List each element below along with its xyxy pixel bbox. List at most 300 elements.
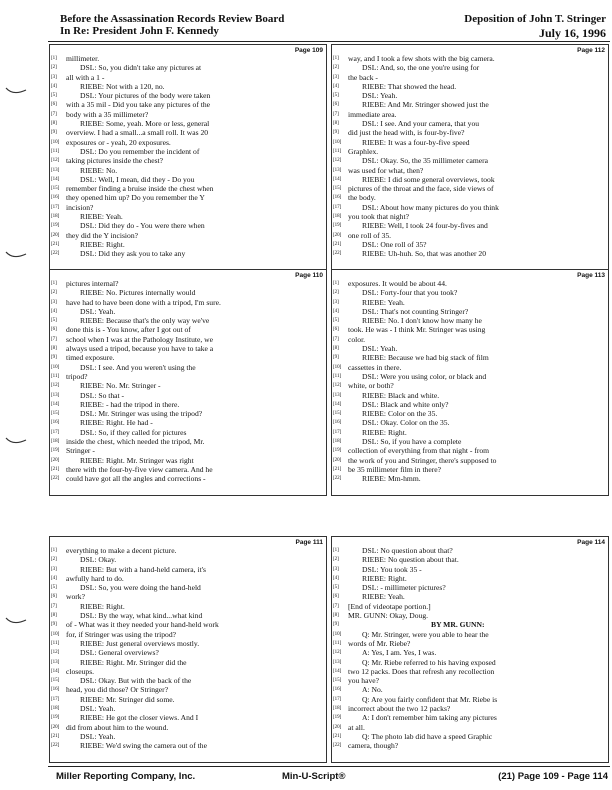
line-number: [20] (333, 724, 342, 730)
line-text: RIEBE: Right. (362, 573, 407, 583)
line-text: DSL: And, so, the one you're using for (362, 63, 480, 73)
transcript-panel-page-110 (49, 269, 327, 496)
transcript-line (332, 212, 608, 221)
transcript-line (50, 437, 326, 446)
line-text: be 35 millimeter film in there? (348, 464, 441, 474)
line-number: [11] (333, 373, 342, 379)
transcript-line (50, 732, 326, 741)
transcript-line (50, 474, 326, 483)
line-text: incorrect about the two 12 packs? (348, 704, 451, 714)
deposition-date: July 16, 1996 (538, 26, 606, 40)
transcript-line (50, 676, 326, 685)
transcript-lines (332, 546, 608, 751)
transcript-line (50, 288, 326, 297)
line-text: RIEBE: Right. Mr. Stringer did the (80, 657, 187, 667)
transcript-line (332, 156, 608, 165)
transcript-line (50, 400, 326, 409)
transcript-lines (332, 279, 608, 484)
transcript-line (332, 279, 608, 288)
line-text: remember finding a bruise inside the chest when (66, 184, 214, 194)
line-number: [9] (333, 355, 339, 361)
line-number: [10] (333, 364, 342, 370)
transcript-line (50, 639, 326, 648)
transcript-line (50, 583, 326, 592)
line-text: words of Mr. Riebe? (348, 638, 411, 648)
transcript-line (332, 128, 608, 137)
transcript-panel-page-111 (49, 536, 327, 763)
line-text: RIEBE: Color on the 35. (362, 409, 438, 419)
transcript-line (332, 620, 608, 629)
line-text: DSL: So, you were doing the hand-held (80, 583, 201, 593)
line-text: pictures internal? (66, 279, 119, 288)
line-text: RIEBE: No. (80, 165, 118, 175)
line-number: [11] (333, 640, 342, 646)
transcript-line (50, 658, 326, 667)
line-text: took. He was - I think Mr. Stringer was using (348, 325, 486, 335)
line-text: RIEBE: Right. He had - (80, 418, 153, 428)
transcript-line (50, 704, 326, 713)
transcript-line (50, 119, 326, 128)
line-text: done this is - You know, after I got out of (66, 325, 191, 335)
line-text: RIEBE: Because we had big stack of film (362, 353, 489, 363)
line-text: overview. I had a small...a small roll. It was 20 (66, 128, 209, 138)
transcript-line (332, 363, 608, 372)
line-number: [13] (333, 659, 342, 665)
line-text: inside the chest, which needed the tripod, Mr. (66, 437, 205, 447)
transcript-line (50, 203, 326, 212)
line-number: [13] (51, 167, 60, 173)
transcript-line (50, 713, 326, 722)
transcript-panel-page-109 (49, 44, 327, 271)
transcript-line (50, 166, 326, 175)
transcript-line (50, 279, 326, 288)
page-range: (21) Page 109 - Page 114 (498, 771, 608, 782)
line-number: [14] (333, 401, 342, 407)
transcript-line (50, 630, 326, 639)
line-text: DSL: About how many pictures do you think (362, 202, 499, 212)
line-text: RIEBE: But with a hand-held camera, it's (80, 564, 207, 574)
line-number: [4] (333, 83, 339, 89)
line-text: RIEBE: He got the closer views. And I (80, 713, 199, 723)
line-number: [1] (51, 281, 57, 286)
header-rule (48, 41, 610, 42)
line-number: [18] (51, 439, 60, 445)
line-text: DSL: So, if you have a complete (362, 437, 462, 447)
line-number: [9] (51, 622, 57, 628)
line-text: DSL: Okay. So, the 35 millimeter camera (362, 156, 489, 166)
transcript-line (332, 474, 608, 483)
line-number: [12] (333, 383, 342, 389)
line-text: DSL: Your pictures of the body were taken (80, 91, 211, 101)
line-number: [3] (51, 299, 57, 305)
line-text: RIEBE: It was a four-by-five speed (362, 137, 470, 147)
line-number: [17] (51, 204, 60, 210)
line-text: everything to make a decent picture. (66, 546, 177, 555)
line-number: [15] (51, 186, 60, 192)
transcript-line (332, 456, 608, 465)
line-number: [19] (51, 448, 60, 454)
line-number: [6] (51, 327, 57, 333)
line-number: [4] (333, 575, 339, 581)
transcript-line (50, 54, 326, 63)
line-text: pictures of the throat and the face, side views of (348, 184, 494, 194)
line-number: [17] (333, 696, 342, 702)
line-number: [1] (51, 548, 57, 553)
line-text: DSL: I see. And you weren't using the (80, 362, 196, 372)
line-text: Q: The photo lab did have a speed Graphic (362, 731, 493, 741)
line-text: work? (66, 592, 85, 602)
transcript-line (332, 193, 608, 202)
line-number: [17] (51, 429, 60, 435)
transcript-line (332, 630, 608, 639)
line-number: [10] (333, 139, 342, 145)
transcript-line (332, 335, 608, 344)
line-number: [13] (333, 392, 342, 398)
line-number: [3] (333, 299, 339, 305)
transcript-line (332, 54, 608, 63)
line-text: A: Yes, I am. Yes, I was. (362, 648, 437, 658)
transcript-line (332, 555, 608, 564)
transcript-line (332, 667, 608, 676)
transcript-line (332, 658, 608, 667)
line-text: all with a 1 - (66, 72, 105, 82)
transcript-line (332, 100, 608, 109)
line-number: [2] (51, 557, 57, 563)
line-number: [13] (51, 392, 60, 398)
line-number: [18] (333, 214, 342, 220)
line-text: DSL: Black and white only? (362, 399, 449, 409)
transcript-line (332, 63, 608, 72)
line-number: [1] (333, 56, 339, 61)
line-number: [10] (51, 364, 60, 370)
line-number: [3] (333, 74, 339, 80)
line-text: exposures or - yeah, 20 exposures. (66, 137, 171, 147)
transcript-line (332, 611, 608, 620)
line-number: [6] (51, 594, 57, 600)
line-number: [4] (51, 83, 57, 89)
line-text: camera, though? (348, 741, 399, 751)
transcript-line (50, 240, 326, 249)
transcript-line (332, 732, 608, 741)
line-number: [12] (333, 650, 342, 656)
transcript-line (50, 409, 326, 418)
line-number: [22] (333, 476, 342, 482)
line-number: [13] (333, 167, 342, 173)
line-text: RIEBE: Just general overviews mostly. (80, 638, 200, 648)
line-number: [18] (333, 439, 342, 445)
transcript-line (50, 335, 326, 344)
line-number: [7] (51, 603, 57, 609)
line-text: DSL: So, you didn't take any pictures at (80, 63, 202, 73)
line-number: [3] (333, 566, 339, 572)
line-number: [10] (51, 631, 60, 637)
line-number: [19] (333, 223, 342, 229)
transcript-line (332, 91, 608, 100)
line-number: [22] (333, 743, 342, 749)
line-text: RIEBE: Yeah. (80, 212, 123, 222)
line-number: [16] (51, 420, 60, 426)
transcript-line (332, 325, 608, 334)
line-number: [17] (51, 696, 60, 702)
transcript-line (50, 212, 326, 221)
transcript-line (332, 583, 608, 592)
line-text: there with the four-by-five view camera. And he (66, 464, 213, 474)
line-number: [7] (333, 336, 339, 342)
transcript-line (50, 147, 326, 156)
line-text: of - What was it they needed your hand-held work (66, 620, 219, 630)
transcript-line (50, 100, 326, 109)
transcript-line (332, 344, 608, 353)
line-text: DSL: Yeah. (362, 91, 398, 101)
line-number: [1] (51, 56, 57, 61)
line-text: DSL: So that - (80, 390, 125, 400)
transcript-line (50, 555, 326, 564)
line-text: DSL: Okay. Color on the 35. (362, 418, 450, 428)
transcript-line (50, 353, 326, 362)
transcript-line (50, 667, 326, 676)
line-text: Q: Mr. Riebe referred to his having exposed (362, 657, 496, 667)
line-number: [8] (333, 346, 339, 352)
line-text: Q: Are you fairly confident that Mr. Riebe is (362, 694, 498, 704)
transcript-line (50, 723, 326, 732)
line-text: DSL: No question about that? (362, 546, 453, 555)
line-number: [6] (51, 102, 57, 108)
transcript-line (332, 639, 608, 648)
line-number: [7] (51, 336, 57, 342)
line-number: [6] (333, 594, 339, 600)
deposition-header (464, 13, 606, 39)
line-number: [9] (51, 355, 57, 361)
line-text: they did the Y incision? (66, 230, 138, 240)
transcript-line (50, 73, 326, 82)
transcript-line (332, 676, 608, 685)
line-number: [15] (333, 678, 342, 684)
line-text: RIEBE: Some, yeah. More or less, general (80, 119, 210, 129)
line-text: did just the head with, is four-by-five? (348, 128, 465, 138)
line-number: [21] (333, 241, 342, 247)
margin-check-mark (4, 84, 28, 96)
line-text: two 12 packs. Does that refresh any recollection (348, 666, 495, 676)
transcript-panel-page-112 (331, 44, 609, 271)
line-number: [7] (51, 111, 57, 117)
line-text: DSL: That's not counting Stringer? (362, 306, 469, 316)
transcript-line (50, 298, 326, 307)
transcript-line (50, 193, 326, 202)
line-text: DSL: Do you remember the incident of (80, 146, 200, 156)
line-number: [7] (333, 603, 339, 609)
transcript-line (50, 695, 326, 704)
transcript-line (50, 446, 326, 455)
line-text: RIEBE: No. Pictures internally would (80, 288, 196, 298)
line-number: [21] (333, 733, 342, 739)
transcript-line (332, 316, 608, 325)
line-text: the work of you and Stringer, there's supposed to (348, 455, 497, 465)
line-number: [16] (333, 195, 342, 201)
transcript-line (332, 231, 608, 240)
transcript-line (332, 203, 608, 212)
transcript-line (50, 325, 326, 334)
line-number: [9] (333, 622, 339, 628)
transcript-line (332, 184, 608, 193)
line-text: DSL: Okay. (80, 555, 117, 565)
transcript-line (50, 128, 326, 137)
transcript-line (332, 372, 608, 381)
line-text: one roll of 35. (348, 230, 392, 240)
transcript-line (332, 695, 608, 704)
transcript-line (50, 91, 326, 100)
line-text: RIEBE: Right. Mr. Stringer was right (80, 455, 194, 465)
line-text: RIEBE: Mm-hmm. (362, 474, 421, 484)
line-number: [21] (51, 733, 60, 739)
line-number: [14] (333, 176, 342, 182)
line-number: [16] (333, 687, 342, 693)
line-text: RIEBE: Well, I took 24 four-by-fives and (362, 221, 488, 231)
transcript-line (332, 119, 608, 128)
transcript-line (50, 184, 326, 193)
line-number: [6] (333, 327, 339, 333)
line-number: [5] (51, 585, 57, 591)
transcript-line (50, 381, 326, 390)
line-text: Q: Mr. Stringer, were you able to hear the (362, 629, 489, 639)
line-number: [14] (51, 668, 60, 674)
line-number: [19] (333, 448, 342, 454)
transcript-line (332, 446, 608, 455)
line-number: [18] (333, 706, 342, 712)
transcript-line (332, 648, 608, 657)
transcript-line (332, 391, 608, 400)
transcript-line (50, 428, 326, 437)
line-text: DSL: So, if they called for pictures (80, 427, 187, 437)
transcript-line (50, 592, 326, 601)
reporting-company: Miller Reporting Company, Inc. (56, 771, 196, 782)
line-text: DSL: - millimeter pictures? (362, 583, 446, 593)
transcript-line (332, 400, 608, 409)
case-header (60, 13, 284, 37)
line-text: taking pictures inside the chest? (66, 156, 164, 166)
transcript-line (332, 175, 608, 184)
transcript-line (332, 240, 608, 249)
transcript-line (332, 298, 608, 307)
transcript-line (332, 685, 608, 694)
transcript-line (50, 82, 326, 91)
transcript-line (332, 138, 608, 147)
line-number: [7] (333, 111, 339, 117)
line-number: [21] (51, 241, 60, 247)
page-number: Page 114 (577, 539, 605, 546)
line-number: [12] (51, 650, 60, 656)
transcript-line (332, 166, 608, 175)
line-text: cassettes in there. (348, 362, 402, 372)
line-number: [15] (51, 411, 60, 417)
line-number: [12] (51, 383, 60, 389)
transcript-line (332, 704, 608, 713)
line-number: [2] (333, 557, 339, 563)
transcript-line (332, 221, 608, 230)
transcript-line (332, 82, 608, 91)
line-text: DSL: Did they ask you to take any (80, 249, 186, 259)
line-text: RIEBE: Because that's the only way we've (80, 316, 210, 326)
line-text: DSL: Okay. But with the back of the (80, 676, 192, 686)
line-text: always used a tripod, because you have to take a (66, 344, 214, 354)
line-number: [4] (51, 308, 57, 314)
page-number: Page 110 (295, 272, 323, 279)
transcript-lines (332, 54, 608, 259)
line-number: [12] (51, 158, 60, 164)
line-number: [19] (51, 715, 60, 721)
transcript-line (332, 147, 608, 156)
line-number: [5] (333, 585, 339, 591)
line-number: [21] (333, 466, 342, 472)
line-text: RIEBE: Right. (80, 239, 125, 249)
transcript-line (50, 418, 326, 427)
transcript-line (332, 418, 608, 427)
line-number: [16] (51, 687, 60, 693)
margin-check-mark (4, 614, 28, 626)
line-number: [14] (51, 176, 60, 182)
transcript-line (50, 231, 326, 240)
line-text: DSL: Mr. Stringer was using the tripod? (80, 409, 203, 419)
transcript-line (332, 546, 608, 555)
transcript-line (332, 723, 608, 732)
transcript-line (50, 344, 326, 353)
line-number: [8] (51, 121, 57, 127)
transcript-line (50, 685, 326, 694)
line-text: A: I don't remember him taking any pictures (362, 713, 497, 723)
line-text: at all. (348, 722, 365, 732)
line-number: [4] (51, 575, 57, 581)
line-text: RIEBE: And Mr. Stringer showed just the (362, 100, 489, 110)
transcript-line (332, 381, 608, 390)
line-text: RIEBE: No. I don't know how many he (362, 316, 482, 326)
line-number: [22] (333, 251, 342, 257)
line-number: [17] (333, 429, 342, 435)
line-text: RIEBE: Not with a 120, no. (80, 81, 165, 91)
line-text: awfully hard to do. (66, 573, 124, 583)
line-number: [8] (333, 121, 339, 127)
line-number: [6] (333, 102, 339, 108)
line-number: [2] (333, 290, 339, 296)
line-text: DSL: Yeah. (80, 704, 116, 714)
line-number: [2] (51, 290, 57, 296)
line-number: [5] (333, 93, 339, 99)
line-number: [11] (333, 148, 342, 154)
transcript-line (50, 546, 326, 555)
footer-rule (48, 766, 610, 767)
line-text: DSL: You took 35 - (362, 564, 422, 574)
line-text: A: No. (362, 685, 383, 695)
line-number: [12] (333, 158, 342, 164)
line-number: [4] (333, 308, 339, 314)
transcript-line (50, 456, 326, 465)
line-number: [9] (51, 130, 57, 136)
transcript-panel-page-114 (331, 536, 609, 763)
transcript-line (332, 110, 608, 119)
line-number: [9] (333, 130, 339, 136)
line-text: immediate area. (348, 109, 397, 119)
transcript-line (332, 741, 608, 750)
transcript-line (332, 465, 608, 474)
case-name: In Re: President John F. Kennedy (60, 25, 219, 37)
line-number: [22] (51, 476, 60, 482)
line-text: RIEBE: Black and white. (362, 390, 440, 400)
line-number: [3] (51, 74, 57, 80)
transcript-line (50, 611, 326, 620)
transcript-line (332, 437, 608, 446)
line-number: [11] (51, 373, 60, 379)
transcript-line (50, 63, 326, 72)
transcript-lines (50, 279, 326, 484)
line-number: [20] (333, 232, 342, 238)
